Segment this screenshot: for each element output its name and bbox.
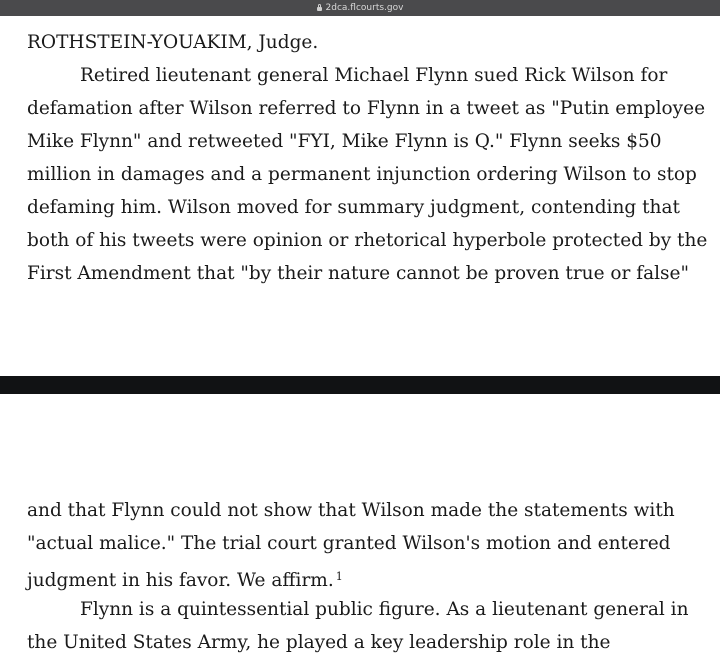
paragraph-line: the United States Army, he played a key leadership role in the [27, 632, 611, 653]
paragraph-line: Retired lieutenant general Michael Flynn sued Rick Wilson for [80, 65, 668, 86]
paragraph-line-text: judgment in his favor. We affirm. [27, 570, 334, 591]
paragraph-line: Flynn is a quintessential public figure. As a lieutenant general in [80, 599, 689, 620]
paragraph-line: First Amendment that "by their nature cannot be proven true or false" [27, 263, 690, 284]
paragraph-line: defaming him. Wilson moved for summary judgment, contending that [27, 197, 680, 218]
document-page-2 [0, 394, 720, 662]
page-1-text [27, 26, 708, 290]
lock-icon [317, 7, 322, 11]
url-text: 2dca.flcourts.gov [325, 3, 404, 13]
paragraph-line: defamation after Wilson referred to Flynn in a tweet as "Putin employee [27, 98, 706, 119]
page-divider [0, 376, 720, 394]
paragraph-line: Mike Flynn" and retweeted "FYI, Mike Flynn is Q." Flynn seeks $50 [27, 131, 662, 152]
paragraph-line: million in damages and a permanent injunction ordering Wilson to stop [27, 164, 697, 185]
paragraph-line: and that Flynn could not show that Wilson made the statements with [27, 500, 675, 521]
document-page-1 [0, 16, 720, 376]
browser-url-bar[interactable] [0, 0, 720, 16]
judge-heading: ROTHSTEIN-YOUAKIM, Judge. [27, 32, 319, 53]
paragraph-line: both of his tweets were opinion or rhetorical hyperbole protected by the [27, 230, 708, 251]
paragraph-line: "actual malice." The trial court granted Wilson's motion and entered [27, 533, 671, 554]
footnote-marker[interactable]: 1 [335, 570, 343, 583]
page-2-text [27, 494, 697, 659]
paragraph-line [27, 560, 697, 593]
